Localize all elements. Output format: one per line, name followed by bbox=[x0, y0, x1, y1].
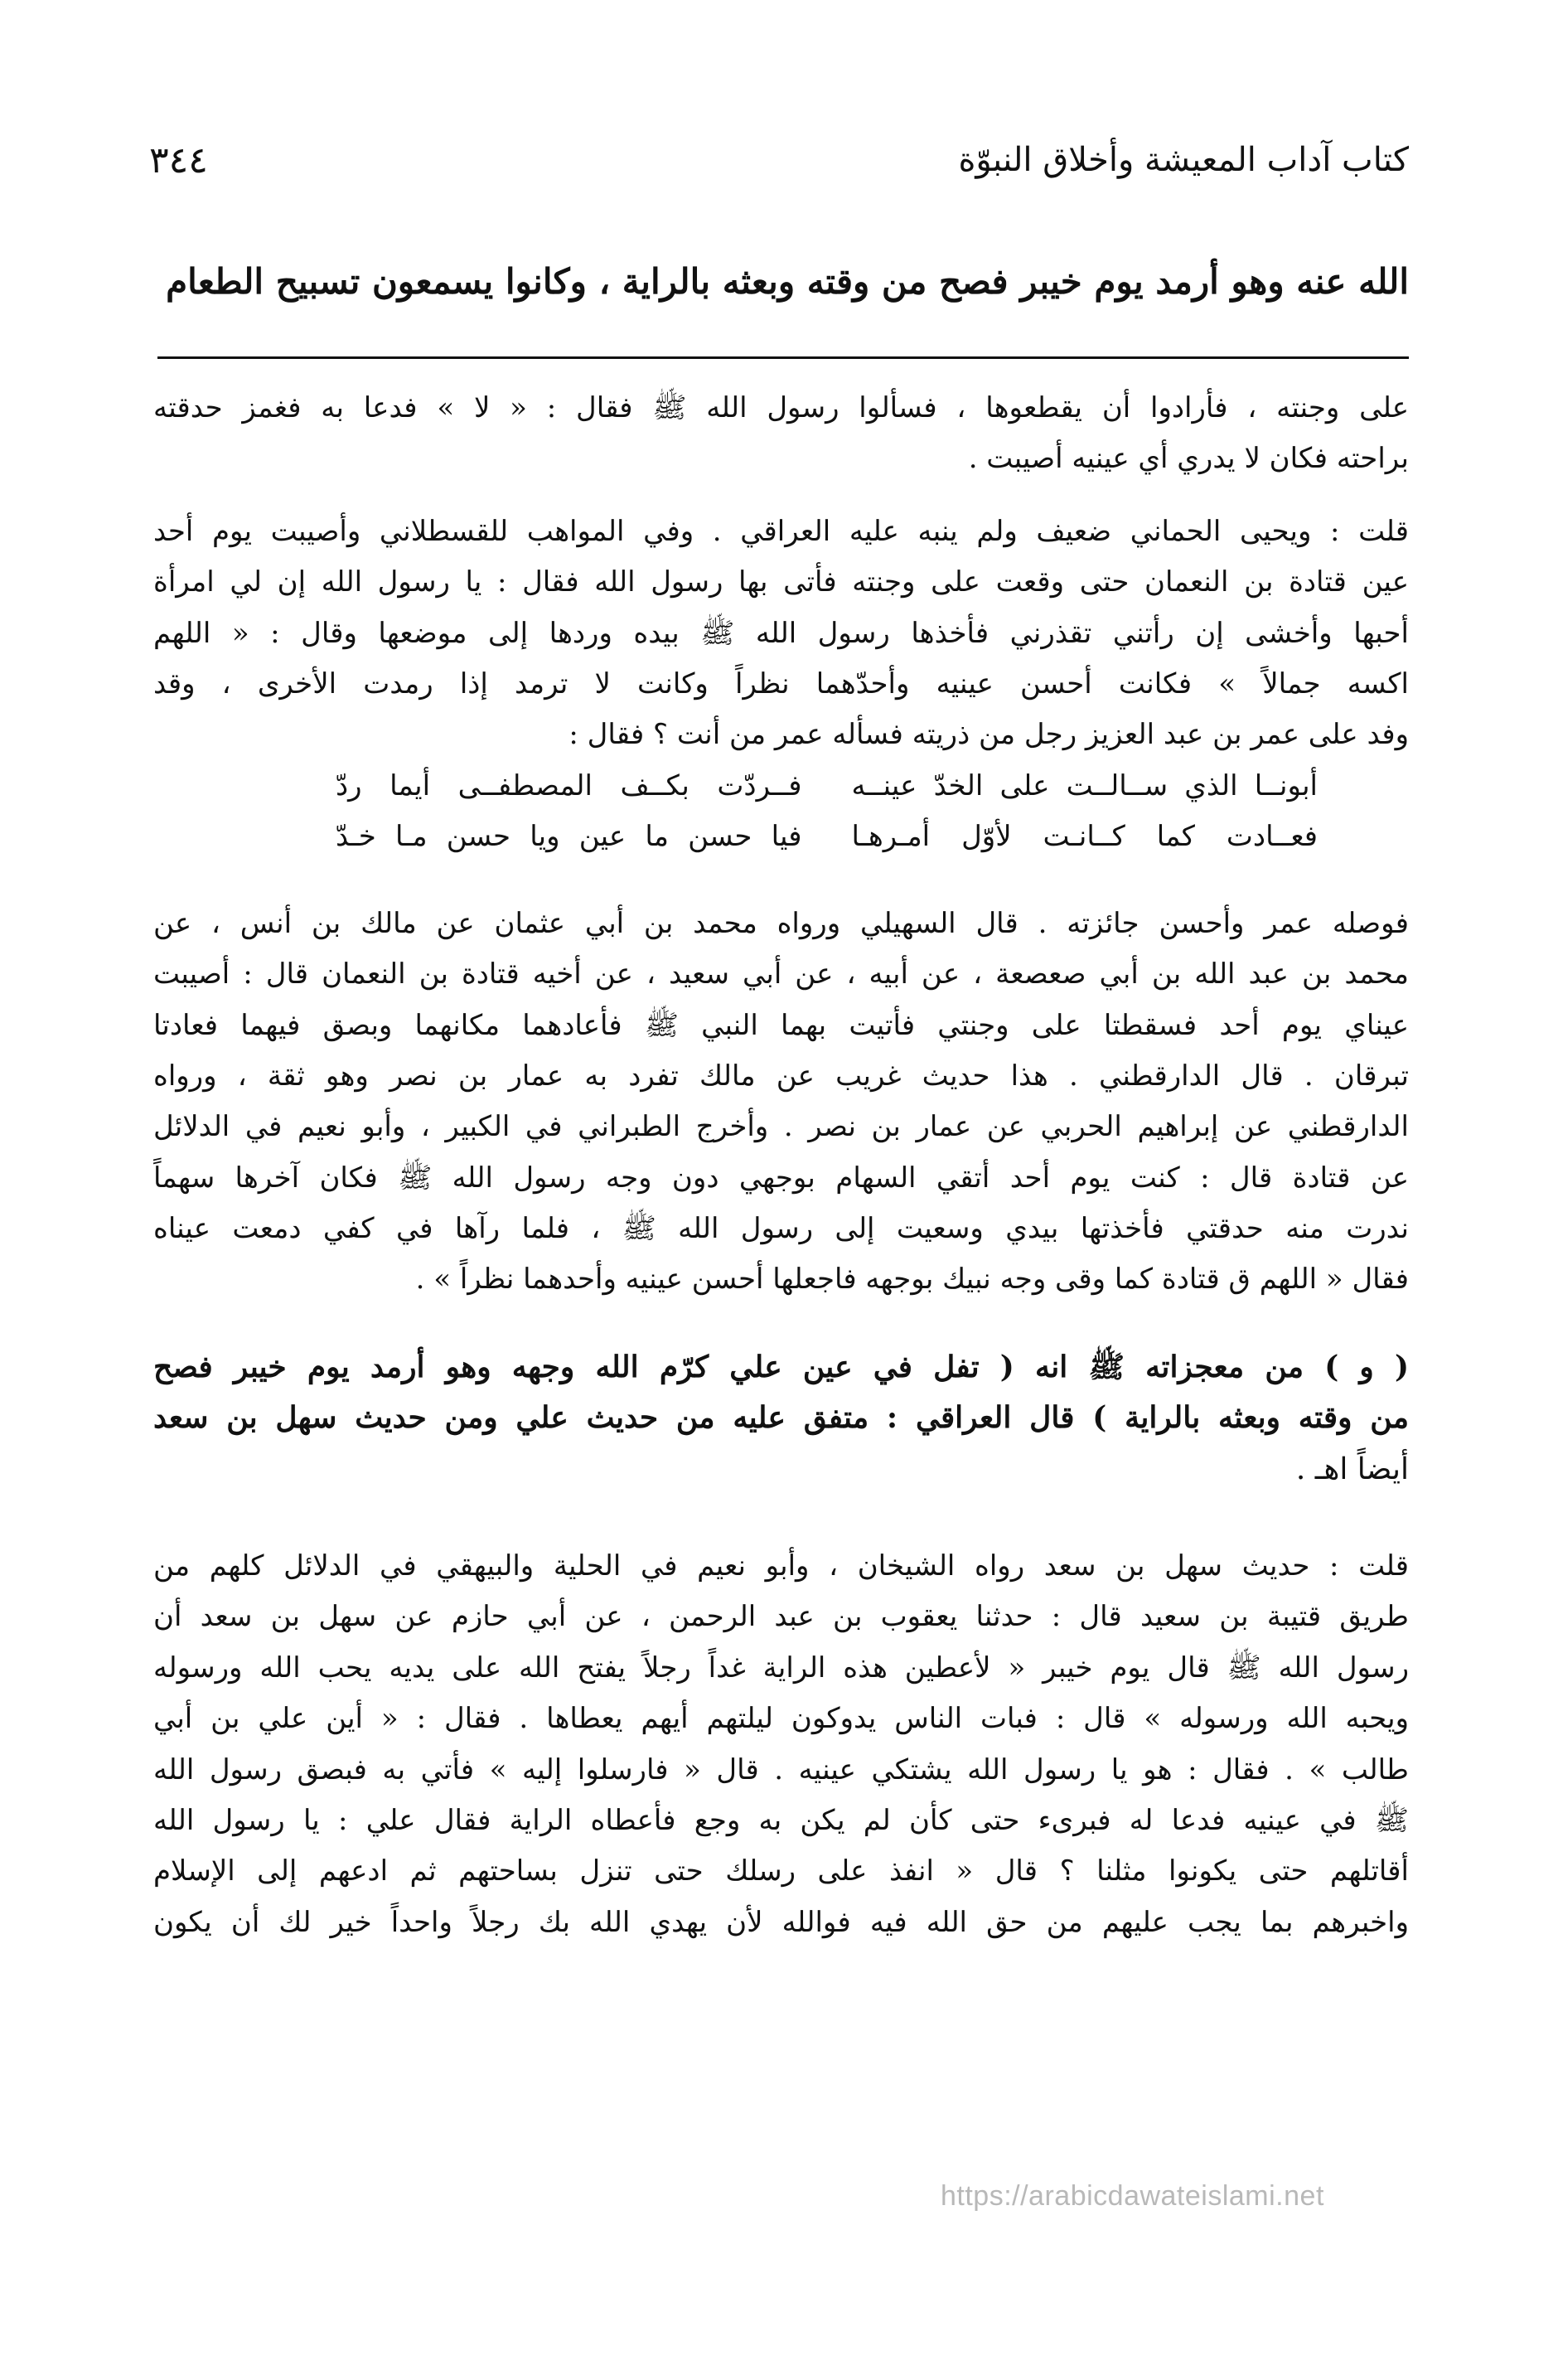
text-line: وفد على عمر بن عبد العزيز رجل من ذريته فسأله عمر من أنت ؟ فقال : bbox=[569, 718, 1409, 752]
paragraph-2 bbox=[153, 507, 1409, 761]
text-line: فقال « اللهم ق قتادة كما وقى وجه نبيك بوجهه فاجعلها أحسن عينيه وأحدهما نظراً » . bbox=[415, 1263, 1409, 1297]
text-line: عين قتادة بن النعمان حتى وقعت على وجنته فأتى بها رسول الله فقال : يا رسول الله إن لي امرأة bbox=[153, 565, 1409, 599]
text-line: طالب » . فقال : هو يا رسول الله يشتكي عينيه . قال « فارسلوا إليه » فأتي به فبصق رسول الله bbox=[153, 1752, 1409, 1786]
text-line: طريق قتيبة بن سعيد قال : حدثنا يعقوب بن عبد الرحمن ، عن أبي حازم عن سهل بن سعد أن bbox=[153, 1600, 1409, 1634]
text-line: الدارقطني عن إبراهيم الحربي عن عمار بن نصر . وأخرج الطبراني في الكبير ، وأبو نعيم في الدلائل bbox=[153, 1110, 1409, 1144]
poem-hemistich: فعــادت كما كــانـت لأوّل أمـرهـا bbox=[851, 819, 1318, 853]
commentary-body bbox=[153, 383, 1409, 1948]
text-line: على وجنته ، فأرادوا أن يقطعوها ، فسألوا رسول الله ﷺ فقال : « لا » فدعا به فغمز حدقته bbox=[153, 391, 1409, 424]
paragraph-1 bbox=[153, 383, 1409, 485]
text-line: عن قتادة قال : كنت يوم أحد أتقي السهام بوجهي دون وجه رسول الله ﷺ فكان آخرها سهماً bbox=[153, 1161, 1409, 1195]
text-line: ﷺ في عينيه فدعا له فبرىء حتى كأن لم يكن به وجع فأعطاه الراية فقال علي : يا رسول الله bbox=[153, 1803, 1409, 1837]
text-line: رسول الله ﷺ قال يوم خيبر « لأعطين هذه الراية غداً رجلاً يفتح الله على يديه يحب الله ورسوله bbox=[153, 1650, 1409, 1684]
text-line: عيناي يوم أحد فسقطتا على وجنتي فأتيت بهما النبي ﷺ فأعادهما مكانهما وبصق فيهما فعادتا bbox=[153, 1008, 1409, 1042]
text-line: براحته فكان لا يدري أي عينيه أصيبت . bbox=[968, 442, 1409, 476]
website-watermark: https://arabicdawateislami.net bbox=[941, 2180, 1324, 2212]
book-title: كتاب آداب المعيشة وأخلاق النبوّة bbox=[958, 141, 1409, 179]
poem-hemistich: فيا حسن ما عين ويا حسن مـا خـدّ bbox=[336, 819, 802, 853]
text-line: اكسه جمالاً » فكانت أحسن عينيه وأحدّهما نظراً وكانت لا ترمد إذا رمدت الأخرى ، وقد bbox=[153, 666, 1409, 700]
running-header bbox=[149, 131, 1409, 189]
poem-hemistich: فــردّت بكــف المصطفــى أيما ردّ bbox=[336, 768, 802, 802]
poem-hemistich: أبونــا الذي ســالــت على الخدّ عينــه bbox=[851, 768, 1318, 802]
text-line: أقاتلهم حتى يكونوا مثلنا ؟ قال « انفذ على رسلك حتى تنزل بساحتهم ثم ادعهم إلى الإسلام bbox=[153, 1854, 1409, 1888]
paragraph-3 bbox=[153, 899, 1409, 1306]
text-line: من وقته وبعثه بالراية ) قال العراقي : متفق عليه من حديث علي ومن حديث سهل بن سعد bbox=[153, 1400, 1409, 1436]
text-line: قلت : ويحيى الحماني ضعيف ولم ينبه عليه العراقي . وفي المواهب للقسطلاني وأصيبت يوم أحد bbox=[153, 514, 1409, 548]
text-line: أيضاً اهـ . bbox=[1295, 1452, 1409, 1486]
paragraph-4-main-text bbox=[153, 1342, 1409, 1495]
poem bbox=[153, 761, 1409, 862]
paragraph-5 bbox=[153, 1541, 1409, 1948]
text-line: ( و ) من معجزاته ﷺ انه ( تفل في عين علي كرّم الله وجهه وهو أرمد يوم خيبر فصح bbox=[153, 1349, 1409, 1384]
main-text-line: الله عنه وهو أرمد يوم خيبر فصح من وقته وبعثه بالراية ، وكانوا يسمعون تسبيح الطعام bbox=[166, 261, 1409, 302]
page-number: ٣٤٤ bbox=[149, 138, 208, 182]
text-line: محمد بن عبد الله بن أبي صعصعة ، عن أبيه ، عن أبي سعيد ، عن أخيه قتادة بن النعمان قال : أصيبت bbox=[153, 957, 1409, 991]
text-line: واخبرهم بما يجب عليهم من حق الله فيه فوالله لأن يهدي الله بك رجلاً واحداً خير لك أن يكون bbox=[153, 1905, 1409, 1939]
text-line: تبرقان . قال الدارقطني . هذا حديث غريب عن مالك تفرد به عمار بن نصر وهو ثقة ، ورواه bbox=[153, 1059, 1409, 1093]
text-line: ويحبه الله ورسوله » قال : فبات الناس يدوكون ليلتهم أيهم يعطاها . فقال : « أين علي بن أبي bbox=[153, 1702, 1409, 1736]
text-line: قلت : حديث سهل بن سعد رواه الشيخان ، وأبو نعيم في الحلية والبيهقي في الدلائل كلهم من bbox=[153, 1549, 1409, 1583]
text-line: أحبها وأخشى إن رأتني تقذرني فأخذها رسول الله ﷺ بيده وردها إلى موضعها وقال : « اللهم bbox=[153, 616, 1409, 650]
footnote-divider bbox=[157, 356, 1409, 359]
text-line: فوصله عمر وأحسن جائزته . قال السهيلي ورواه محمد بن أبي عثمان عن مالك بن أنس ، عن bbox=[153, 906, 1409, 940]
text-line: ندرت منه حدقتي فأخذتها بيدي وسعيت إلى رسول الله ﷺ ، فلما رآها في كفي دمعت عيناه bbox=[153, 1212, 1409, 1246]
